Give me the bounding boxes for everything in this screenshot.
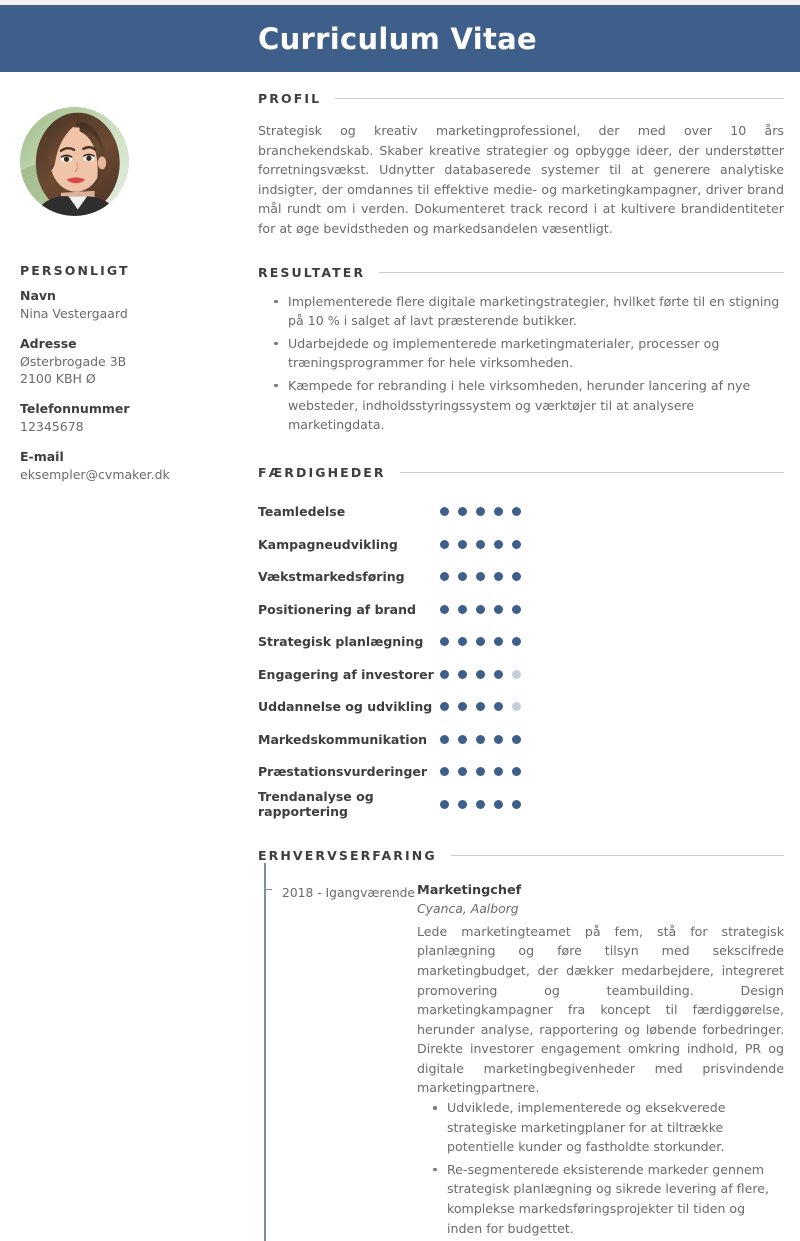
section-title: ERHVERVSERFARING bbox=[258, 847, 437, 863]
section-header-experience bbox=[240, 848, 800, 863]
rating-dot-filled bbox=[440, 507, 449, 516]
section-header-results bbox=[240, 265, 800, 280]
skill-rating-dots bbox=[440, 507, 530, 516]
rating-dot-filled bbox=[476, 800, 485, 809]
rating-dot-filled bbox=[494, 735, 503, 744]
rating-dot-filled bbox=[458, 605, 467, 614]
skill-name: Vækstmarkedsføring bbox=[258, 569, 405, 585]
rating-dot-filled bbox=[494, 540, 503, 549]
field-value: eksempler@cvmaker.dk bbox=[20, 467, 170, 482]
rating-dot-filled bbox=[512, 540, 521, 549]
experience-body bbox=[417, 882, 800, 1241]
rating-dot-filled bbox=[476, 540, 485, 549]
section-rule bbox=[379, 272, 784, 273]
rating-dot-filled bbox=[440, 637, 449, 646]
experience-date-column bbox=[264, 882, 417, 1241]
personal-field-email bbox=[20, 448, 225, 483]
rating-dot-filled bbox=[476, 670, 485, 679]
rating-dot-filled bbox=[512, 767, 521, 776]
header-bar bbox=[0, 5, 800, 72]
field-label: Navn bbox=[20, 288, 56, 303]
personal-field-phone bbox=[20, 400, 225, 435]
skill-name: Markedskommunikation bbox=[258, 731, 428, 747]
rating-dot-filled bbox=[494, 800, 503, 809]
skill-row bbox=[258, 561, 800, 594]
profile-photo-image bbox=[20, 107, 129, 216]
main-content bbox=[240, 72, 800, 1241]
skill-rating-dots bbox=[440, 767, 530, 776]
rating-dot-filled bbox=[494, 507, 503, 516]
skill-name: Positionering af brand bbox=[258, 601, 416, 617]
field-label: Adresse bbox=[20, 336, 77, 351]
skill-rating-dots bbox=[440, 702, 530, 711]
skill-rating-dots bbox=[440, 800, 530, 809]
skill-rating-dots bbox=[440, 605, 530, 614]
rating-dot-filled bbox=[458, 800, 467, 809]
skill-name: Uddannelse og udvikling bbox=[258, 699, 433, 715]
rating-dot-filled bbox=[458, 670, 467, 679]
rating-dot-filled bbox=[512, 572, 521, 581]
section-rule bbox=[335, 98, 784, 99]
rating-dot-filled bbox=[458, 540, 467, 549]
page-title: Curriculum Vitae bbox=[258, 22, 537, 56]
skill-row bbox=[258, 691, 800, 724]
rating-dot-filled bbox=[458, 507, 467, 516]
field-value-line1: Østerbrogade 3B bbox=[20, 354, 127, 369]
skill-rating-dots bbox=[440, 735, 530, 744]
experience-description: Lede marketingteamet på fem, stå for strategisk planlægning og føre tilsyn med sekscifrede marketingbudget, der dækker medarbejdere, integreret promovering og teambuilding. Design marketingkampagner fra koncept til færdiggørelse, herunder analyse, rapportering og løbende forbedringer. Direkte investorer engagement omkring indhold, PR og digitale marketingbegivenheder med prisvindende marketingpartnere. bbox=[417, 923, 784, 1096]
rating-dot-filled bbox=[476, 507, 485, 516]
personal-field-name bbox=[20, 287, 225, 322]
rating-dot-filled bbox=[476, 767, 485, 776]
section-rule bbox=[400, 472, 784, 473]
section-header-skills bbox=[240, 465, 800, 480]
rating-dot-filled bbox=[494, 637, 503, 646]
results-list bbox=[240, 292, 800, 435]
rating-dot-filled bbox=[440, 800, 449, 809]
rating-dot-filled bbox=[494, 767, 503, 776]
section-rule bbox=[451, 855, 784, 856]
list-item: Implementerede flere digitale marketingstrategier, hvilket førte til en stigning på 10 % i salget af lavt præsterende butikker. bbox=[274, 292, 784, 331]
rating-dot-empty bbox=[512, 702, 521, 711]
section-title: FÆRDIGHEDER bbox=[258, 464, 386, 480]
rating-dot-empty bbox=[512, 670, 521, 679]
skill-row bbox=[258, 626, 800, 659]
skills-list bbox=[240, 496, 800, 821]
skill-row bbox=[258, 528, 800, 561]
skill-rating-dots bbox=[440, 637, 530, 646]
rating-dot-filled bbox=[476, 605, 485, 614]
personal-details-list bbox=[20, 287, 225, 496]
skill-row bbox=[258, 658, 800, 691]
sidebar-heading-personal: PERSONLIGT bbox=[20, 263, 130, 278]
sidebar bbox=[0, 72, 240, 1145]
section-skills bbox=[240, 438, 800, 821]
skill-row bbox=[258, 593, 800, 626]
timeline-tick-icon bbox=[264, 889, 272, 891]
section-experience bbox=[240, 821, 800, 1241]
skill-rating-dots bbox=[440, 540, 530, 549]
experience-role: Marketingchef bbox=[417, 882, 522, 898]
list-item: Kæmpede for rebranding i hele virksomheden, herunder lancering af nye websteder, indholdsstyringssystem og værktøjer til at analysere marketingdata. bbox=[274, 376, 784, 435]
field-label: Telefonnummer bbox=[20, 401, 130, 416]
avatar bbox=[16, 103, 133, 220]
rating-dot-filled bbox=[458, 702, 467, 711]
field-value: Nina Vestergaard bbox=[20, 306, 128, 321]
rating-dot-filled bbox=[440, 572, 449, 581]
skill-row bbox=[258, 756, 800, 789]
skill-name: Trendanalyse og rapportering bbox=[258, 789, 374, 820]
rating-dot-filled bbox=[440, 735, 449, 744]
rating-dot-filled bbox=[494, 670, 503, 679]
experience-company: Cyanca, Aalborg bbox=[417, 900, 519, 916]
rating-dot-filled bbox=[512, 800, 521, 809]
skill-name: Strategisk planlægning bbox=[258, 634, 424, 650]
skill-row bbox=[258, 496, 800, 529]
rating-dot-filled bbox=[440, 605, 449, 614]
experience-timeline bbox=[240, 863, 800, 1241]
skill-name: Kampagneudvikling bbox=[258, 536, 398, 552]
field-value: 12345678 bbox=[20, 419, 84, 434]
rating-dot-filled bbox=[476, 572, 485, 581]
rating-dot-filled bbox=[512, 735, 521, 744]
section-results bbox=[240, 239, 800, 435]
rating-dot-filled bbox=[458, 735, 467, 744]
rating-dot-filled bbox=[494, 605, 503, 614]
rating-dot-filled bbox=[494, 572, 503, 581]
section-title: PROFIL bbox=[258, 91, 322, 106]
rating-dot-filled bbox=[476, 735, 485, 744]
rating-dot-filled bbox=[440, 767, 449, 776]
list-item: Udviklede, implementerede og eksekverede strategiske marketingplaner for at tiltrække potentielle kunder og fastholdte storkunder. bbox=[433, 1098, 776, 1157]
profile-text: Strategisk og kreativ marketingprofessionel, der med over 10 års branchekendskab. Skaber kreative strategier og opbygge ideer, der understøtter forretningsvækst. Udnytter databaserede systemer til at generere analytiske indsigter, der omdannes til effektive medie- og marketingkampagner, driver brand mål rundt om i verden. Dokumenteret track record i at kultivere brandidentiteter for at øge bevidstheden og markedsandelen væsentligt. bbox=[258, 123, 784, 236]
experience-bullets bbox=[417, 1098, 784, 1238]
field-label: E-mail bbox=[20, 449, 64, 464]
rating-dot-filled bbox=[494, 702, 503, 711]
rating-dot-filled bbox=[458, 572, 467, 581]
rating-dot-filled bbox=[476, 702, 485, 711]
rating-dot-filled bbox=[512, 605, 521, 614]
skill-name: Teamledelse bbox=[258, 504, 346, 520]
rating-dot-filled bbox=[512, 637, 521, 646]
experience-date: 2018 - Igangværende bbox=[282, 885, 415, 900]
rating-dot-filled bbox=[476, 637, 485, 646]
experience-entry bbox=[264, 863, 800, 1241]
rating-dot-filled bbox=[440, 670, 449, 679]
skill-name: Engagering af investorer bbox=[258, 666, 434, 682]
rating-dot-filled bbox=[440, 540, 449, 549]
skill-rating-dots bbox=[440, 572, 530, 581]
list-item: Re-segmenterede eksisterende markeder gennem strategisk planlægning og sikrede levering af flere, komplekse markedsføringsprojekter til tiden og inden for budgettet. bbox=[433, 1160, 776, 1238]
section-header-profile bbox=[240, 91, 800, 106]
rating-dot-filled bbox=[458, 767, 467, 776]
personal-field-address bbox=[20, 335, 225, 387]
rating-dot-filled bbox=[512, 507, 521, 516]
rating-dot-filled bbox=[440, 702, 449, 711]
skill-rating-dots bbox=[440, 670, 530, 679]
section-profile bbox=[240, 72, 800, 239]
skill-row bbox=[258, 788, 800, 821]
list-item: Udarbejdede og implementerede marketingmaterialer, processer og træningsprogrammer for hele virksomheden. bbox=[274, 334, 784, 373]
rating-dot-filled bbox=[458, 637, 467, 646]
field-value-line2: 2100 KBH Ø bbox=[20, 371, 96, 386]
skill-name: Præstationsvurderinger bbox=[258, 764, 428, 780]
section-title: RESULTATER bbox=[258, 264, 366, 280]
skill-row bbox=[258, 723, 800, 756]
